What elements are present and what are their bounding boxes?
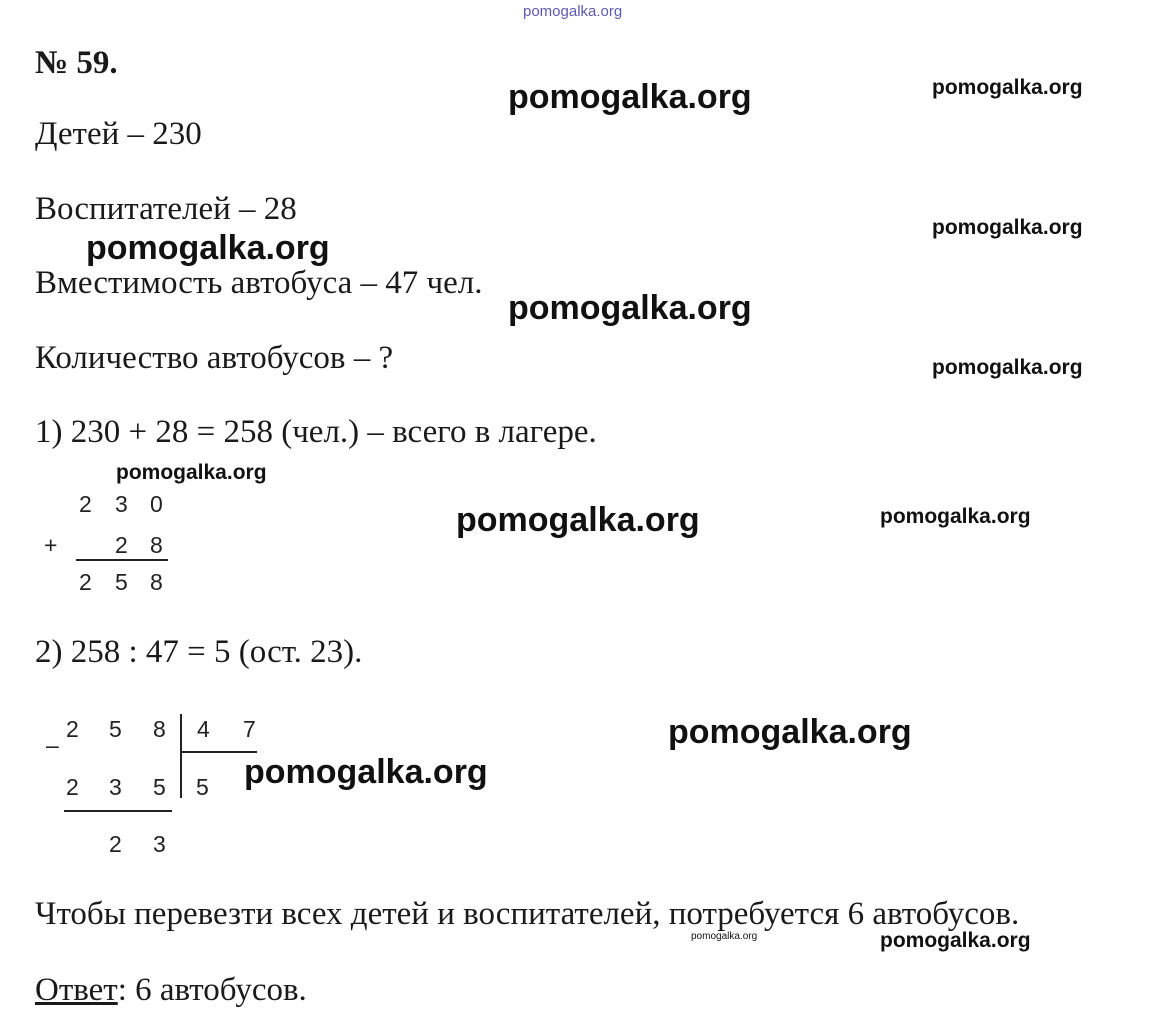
answer-line [35, 974, 307, 1007]
addend-digit: 2 [115, 532, 128, 558]
sum-digit: 8 [150, 569, 163, 595]
answer-label: Ответ [35, 972, 118, 1008]
remainder-digit: 3 [153, 831, 166, 857]
watermark: pomogalka.org [691, 931, 758, 942]
watermark: pomogalka.org [508, 78, 752, 116]
addend-digit: 0 [150, 491, 163, 517]
addend-digit: 3 [115, 491, 128, 517]
division-bar-vertical [180, 714, 182, 798]
answer-text: : 6 автобусов. [117, 972, 307, 1008]
addend-digit: 2 [79, 491, 92, 517]
divisor-digit: 4 [197, 716, 210, 742]
watermark: pomogalka.org [932, 356, 1083, 379]
watermark: pomogalka.org [508, 289, 752, 327]
divisor-digit: 7 [243, 716, 256, 742]
watermark: pomogalka.org [880, 929, 1031, 952]
sum-digit: 5 [115, 569, 128, 595]
dividend-digit: 5 [109, 716, 122, 742]
subtrahend-digit: 3 [109, 774, 122, 800]
addend-digit: 8 [150, 532, 163, 558]
given-teachers: Воспитателей – 28 [35, 191, 297, 227]
problem-number: № 59. [35, 45, 118, 81]
watermark: pomogalka.org [116, 461, 267, 484]
watermark: pomogalka.org [86, 229, 330, 267]
watermark: pomogalka.org [932, 76, 1083, 99]
watermark: pomogalka.org [880, 505, 1031, 528]
given-children: Детей – 230 [35, 116, 202, 152]
subtrahend-digit: 2 [66, 774, 79, 800]
watermark: pomogalka.org [932, 216, 1083, 239]
watermark: pomogalka.org [456, 501, 700, 539]
dividend-digit: 2 [66, 716, 79, 742]
dividend-digit: 8 [153, 716, 166, 742]
watermark: pomogalka.org [523, 3, 623, 20]
step-1: 1) 230 + 28 = 258 (чел.) – всего в лагере. [35, 414, 597, 450]
watermark: pomogalka.org [244, 753, 488, 791]
given-bus-capacity: Вместимость автобуса – 47 чел. [35, 265, 483, 301]
sum-digit: 2 [79, 569, 92, 595]
watermark: pomogalka.org [668, 713, 912, 751]
conclusion: Чтобы перевезти всех детей и воспитателей, потребуется 6 автобусов. [35, 896, 1020, 932]
quotient: 5 [196, 774, 209, 800]
step-2: 2) 258 : 47 = 5 (ост. 23). [35, 634, 363, 670]
sum-line [76, 559, 168, 561]
minus-sign: – [46, 732, 59, 758]
plus-sign: + [44, 532, 58, 558]
remainder-digit: 2 [109, 831, 122, 857]
remainder-line [64, 810, 172, 812]
subtrahend-digit: 5 [153, 774, 166, 800]
given-bus-count: Количество автобусов – ? [35, 340, 394, 376]
